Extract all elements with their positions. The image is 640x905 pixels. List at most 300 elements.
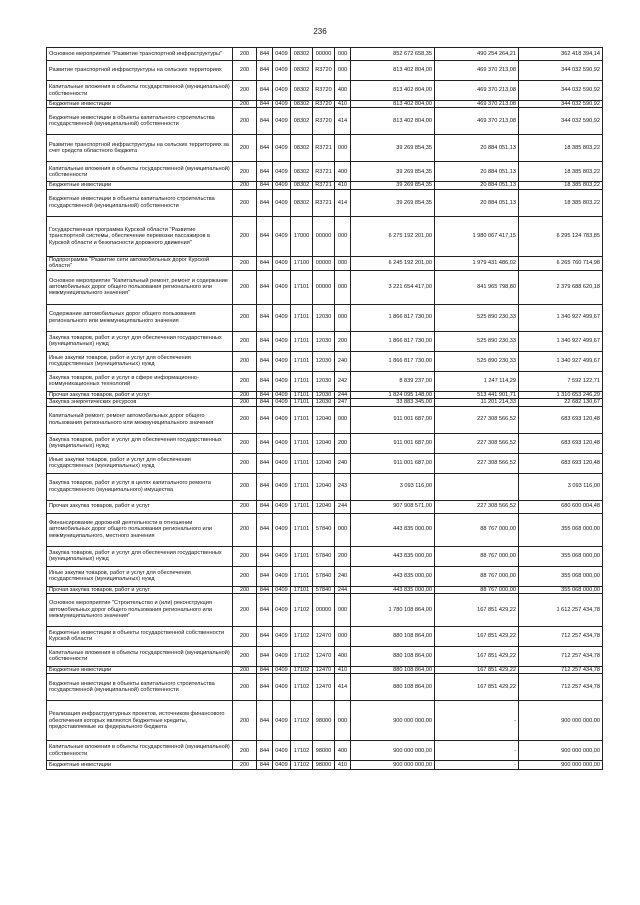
admin-code: 844 — [257, 500, 273, 513]
grbs-code: 200 — [233, 331, 257, 351]
target-article-direction: R3721 — [313, 182, 335, 189]
amount-remainder: 680 600 004,48 — [519, 500, 603, 513]
row-label: Бюджетные инвестиции в объекты капитального строительства государственной (муниципальной) собственности — [47, 108, 233, 135]
amount-remainder: 712 257 434,78 — [519, 646, 603, 666]
row-label: Прочая закупка товаров, работ и услуг — [47, 586, 233, 593]
table-row — [47, 61, 603, 81]
target-article-program: 17101 — [291, 500, 313, 513]
grbs-code: 200 — [233, 433, 257, 453]
target-article-direction: 98000 — [313, 761, 335, 770]
target-article-program: 17101 — [291, 433, 313, 453]
row-label: Подпрограмма "Развитие сети автомобильных дорог Курской области" — [47, 256, 233, 270]
amount-plan: 39 269 854,35 — [351, 162, 435, 182]
amount-plan: 1 866 817 730,00 — [351, 351, 435, 371]
amount-executed: - — [435, 741, 519, 761]
amount-plan: 33 883 345,00 — [351, 399, 435, 406]
target-article-program: 17102 — [291, 593, 313, 626]
grbs-code: 200 — [233, 646, 257, 666]
table-row — [47, 391, 603, 398]
expense-type-code: 244 — [335, 500, 351, 513]
amount-plan: 39 269 854,35 — [351, 135, 435, 162]
admin-code: 844 — [257, 406, 273, 433]
row-label: Бюджетные инвестиции — [47, 666, 233, 673]
expense-type-code: 240 — [335, 351, 351, 371]
target-article-program: 08302 — [291, 61, 313, 81]
admin-code: 844 — [257, 270, 273, 304]
row-label: Содержание автомобильных дорог общего пользования регионального или межмуниципального значения — [47, 304, 233, 331]
grbs-code: 200 — [233, 586, 257, 593]
amount-remainder: 1 310 653 246,29 — [519, 391, 603, 398]
row-label: Прочая закупка товаров, работ и услуг — [47, 500, 233, 513]
row-label: Капитальные вложения в объекты государственной (муниципальной) собственности — [47, 162, 233, 182]
table-row — [47, 270, 603, 304]
amount-executed: 525 890 230,33 — [435, 351, 519, 371]
amount-remainder: 6 265 760 714,98 — [519, 256, 603, 270]
grbs-code: 200 — [233, 546, 257, 566]
table-row — [47, 513, 603, 546]
target-article-direction: 12030 — [313, 399, 335, 406]
admin-code: 844 — [257, 593, 273, 626]
amount-executed: 227 308 566,52 — [435, 453, 519, 473]
amount-remainder: 2 379 688 620,18 — [519, 270, 603, 304]
target-article-direction: 57840 — [313, 513, 335, 546]
amount-executed: 88 767 000,00 — [435, 566, 519, 586]
expense-type-code: 400 — [335, 741, 351, 761]
section-code: 0409 — [273, 270, 291, 304]
row-label: Прочая закупка товаров, работ и услуг — [47, 391, 233, 398]
grbs-code: 200 — [233, 500, 257, 513]
target-article-program: 17101 — [291, 331, 313, 351]
amount-plan: 813 402 804,00 — [351, 101, 435, 108]
admin-code: 844 — [257, 256, 273, 270]
grbs-code: 200 — [233, 761, 257, 770]
amount-plan: 443 835 000,00 — [351, 513, 435, 546]
table-row — [47, 399, 603, 406]
section-code: 0409 — [273, 546, 291, 566]
target-article-program: 17102 — [291, 626, 313, 646]
target-article-direction: 12040 — [313, 453, 335, 473]
admin-code: 844 — [257, 761, 273, 770]
table-row — [47, 566, 603, 586]
amount-remainder: 18 385 803,22 — [519, 135, 603, 162]
expense-type-code: 410 — [335, 101, 351, 108]
admin-code: 844 — [257, 646, 273, 666]
section-code: 0409 — [273, 453, 291, 473]
table-row — [47, 646, 603, 666]
amount-executed: 88 767 000,00 — [435, 546, 519, 566]
amount-executed: - — [435, 701, 519, 741]
amount-plan: 39 269 854,35 — [351, 189, 435, 216]
amount-executed: 88 767 000,00 — [435, 513, 519, 546]
grbs-code: 200 — [233, 473, 257, 500]
section-code: 0409 — [273, 406, 291, 433]
row-label: Капитальные вложения в объекты государственной (муниципальной) собственности — [47, 81, 233, 101]
row-label: Закупка товаров, работ и услуг для обеспечения государственных (муниципальных) нужд — [47, 433, 233, 453]
expense-type-code: 400 — [335, 162, 351, 182]
amount-remainder: 900 000 000,00 — [519, 761, 603, 770]
expense-type-code: 000 — [335, 304, 351, 331]
target-article-program: 17101 — [291, 391, 313, 398]
expense-type-code: 000 — [335, 216, 351, 256]
target-article-program: 17101 — [291, 351, 313, 371]
admin-code: 844 — [257, 473, 273, 500]
row-label: Закупка товаров, работ и услуг для обеспечения государственных (муниципальных) нужд — [47, 331, 233, 351]
amount-remainder: 344 032 590,92 — [519, 81, 603, 101]
amount-plan: 911 001 687,00 — [351, 433, 435, 453]
section-code: 0409 — [273, 666, 291, 673]
section-code: 0409 — [273, 48, 291, 61]
page-number: 236 — [313, 27, 327, 36]
admin-code: 844 — [257, 61, 273, 81]
row-label: Закупка энергетических ресурсов — [47, 399, 233, 406]
grbs-code: 200 — [233, 270, 257, 304]
target-article-direction: 00000 — [313, 270, 335, 304]
admin-code: 844 — [257, 182, 273, 189]
row-label: Развитие транспортной инфраструктуры на сельских территориях — [47, 61, 233, 81]
amount-executed: 513 441 901,71 — [435, 391, 519, 398]
admin-code: 844 — [257, 546, 273, 566]
admin-code: 844 — [257, 391, 273, 398]
target-article-program: 17101 — [291, 473, 313, 500]
grbs-code: 200 — [233, 101, 257, 108]
amount-executed: 1 247 114,29 — [435, 371, 519, 391]
target-article-direction: 12470 — [313, 646, 335, 666]
section-code: 0409 — [273, 593, 291, 626]
table-row — [47, 162, 603, 182]
row-label: Бюджетные инвестиции в объекты капитального строительства государственной (муниципальной) собственности — [47, 674, 233, 701]
amount-remainder: 7 592 122,71 — [519, 371, 603, 391]
target-article-direction: 12040 — [313, 433, 335, 453]
section-code: 0409 — [273, 626, 291, 646]
amount-remainder: 900 000 000,00 — [519, 741, 603, 761]
target-article-direction: 57840 — [313, 546, 335, 566]
row-label: Развитие транспортной инфраструктуры на сельских территориях за счет средств областного бюджета — [47, 135, 233, 162]
expense-type-code: 200 — [335, 433, 351, 453]
target-article-program: 17102 — [291, 674, 313, 701]
expense-type-code: 000 — [335, 270, 351, 304]
target-article-direction: 12030 — [313, 304, 335, 331]
section-code: 0409 — [273, 189, 291, 216]
target-article-program: 17101 — [291, 399, 313, 406]
admin-code: 844 — [257, 433, 273, 453]
row-label: Капитальные вложения в объекты государственной (муниципальной) собственности — [47, 646, 233, 666]
amount-plan: 1 780 108 864,00 — [351, 593, 435, 626]
amount-remainder: 355 068 000,00 — [519, 586, 603, 593]
amount-plan: 880 108 864,00 — [351, 674, 435, 701]
table-row — [47, 473, 603, 500]
table-row — [47, 406, 603, 433]
expense-type-code: 000 — [335, 626, 351, 646]
table-row — [47, 500, 603, 513]
admin-code: 844 — [257, 513, 273, 546]
section-code: 0409 — [273, 566, 291, 586]
expense-type-code: 244 — [335, 586, 351, 593]
amount-plan: 39 269 854,35 — [351, 182, 435, 189]
target-article-direction: 00000 — [313, 593, 335, 626]
row-label: Иные закупки товаров, работ и услуг для обеспечения государственных (муниципальных) нужд — [47, 566, 233, 586]
amount-executed: 469 370 213,08 — [435, 81, 519, 101]
grbs-code: 200 — [233, 593, 257, 626]
section-code: 0409 — [273, 135, 291, 162]
target-article-direction: R3720 — [313, 61, 335, 81]
grbs-code: 200 — [233, 666, 257, 673]
target-article-direction: 12470 — [313, 626, 335, 646]
grbs-code: 200 — [233, 189, 257, 216]
admin-code: 844 — [257, 331, 273, 351]
target-article-program: 17101 — [291, 513, 313, 546]
grbs-code: 200 — [233, 566, 257, 586]
grbs-code: 200 — [233, 453, 257, 473]
target-article-direction: 98000 — [313, 741, 335, 761]
expense-type-code: 410 — [335, 182, 351, 189]
table-row — [47, 371, 603, 391]
expense-type-code: 247 — [335, 399, 351, 406]
target-article-program: 17102 — [291, 701, 313, 741]
section-code: 0409 — [273, 101, 291, 108]
section-code: 0409 — [273, 351, 291, 371]
expense-type-code: 414 — [335, 108, 351, 135]
expense-type-code: 240 — [335, 453, 351, 473]
amount-remainder: 18 385 803,22 — [519, 189, 603, 216]
expense-type-code: 410 — [335, 761, 351, 770]
admin-code: 844 — [257, 304, 273, 331]
admin-code: 844 — [257, 586, 273, 593]
target-article-direction: 12470 — [313, 666, 335, 673]
expense-type-code: 000 — [335, 513, 351, 546]
table-row — [47, 101, 603, 108]
expense-type-code: 000 — [335, 256, 351, 270]
amount-executed — [435, 473, 519, 500]
table-row — [47, 189, 603, 216]
grbs-code: 200 — [233, 741, 257, 761]
amount-plan: 1 824 095 148,00 — [351, 391, 435, 398]
amount-plan: 6 245 192 201,00 — [351, 256, 435, 270]
target-article-direction: R3721 — [313, 162, 335, 182]
table-row — [47, 304, 603, 331]
expense-type-code: 414 — [335, 674, 351, 701]
target-article-program: 17101 — [291, 453, 313, 473]
target-article-direction: R3720 — [313, 81, 335, 101]
admin-code: 844 — [257, 741, 273, 761]
grbs-code: 200 — [233, 256, 257, 270]
section-code: 0409 — [273, 646, 291, 666]
grbs-code: 200 — [233, 48, 257, 61]
table-row — [47, 182, 603, 189]
amount-plan: 911 001 687,00 — [351, 406, 435, 433]
admin-code: 844 — [257, 101, 273, 108]
amount-executed: 227 308 566,52 — [435, 500, 519, 513]
admin-code: 844 — [257, 566, 273, 586]
table-row — [47, 48, 603, 61]
row-label: Бюджетные инвестиции — [47, 182, 233, 189]
section-code: 0409 — [273, 513, 291, 546]
target-article-direction: 00000 — [313, 256, 335, 270]
section-code: 0409 — [273, 473, 291, 500]
amount-plan: 443 835 000,00 — [351, 566, 435, 586]
amount-executed: 227 308 566,52 — [435, 433, 519, 453]
table-row — [47, 433, 603, 453]
target-article-program: 08302 — [291, 48, 313, 61]
amount-remainder: 683 693 120,48 — [519, 433, 603, 453]
admin-code: 844 — [257, 371, 273, 391]
table-row — [47, 626, 603, 646]
amount-remainder: 18 385 803,22 — [519, 182, 603, 189]
expense-type-code: 242 — [335, 371, 351, 391]
amount-plan: 813 402 804,00 — [351, 108, 435, 135]
expense-type-code: 000 — [335, 48, 351, 61]
amount-executed: 227 308 566,52 — [435, 406, 519, 433]
amount-plan: 900 000 000,00 — [351, 761, 435, 770]
target-article-direction: 12030 — [313, 351, 335, 371]
amount-plan: 443 835 000,00 — [351, 586, 435, 593]
admin-code: 844 — [257, 135, 273, 162]
grbs-code: 200 — [233, 371, 257, 391]
expense-type-code: 000 — [335, 135, 351, 162]
table-row — [47, 701, 603, 741]
row-label: Бюджетные инвестиции — [47, 101, 233, 108]
grbs-code: 200 — [233, 351, 257, 371]
section-code: 0409 — [273, 701, 291, 741]
section-code: 0409 — [273, 741, 291, 761]
admin-code: 844 — [257, 48, 273, 61]
table-row — [47, 586, 603, 593]
target-article-program: 08302 — [291, 135, 313, 162]
expense-type-code: 000 — [335, 593, 351, 626]
amount-executed: 20 884 051,13 — [435, 182, 519, 189]
target-article-direction: R3720 — [313, 108, 335, 135]
amount-remainder: 1 340 927 499,67 — [519, 331, 603, 351]
admin-code: 844 — [257, 108, 273, 135]
table-row — [47, 81, 603, 101]
section-code: 0409 — [273, 331, 291, 351]
section-code: 0409 — [273, 162, 291, 182]
target-article-program: 17102 — [291, 741, 313, 761]
amount-executed: 525 890 230,33 — [435, 331, 519, 351]
section-code: 0409 — [273, 182, 291, 189]
amount-remainder: 362 418 394,14 — [519, 48, 603, 61]
admin-code: 844 — [257, 399, 273, 406]
amount-executed: 469 370 213,08 — [435, 61, 519, 81]
target-article-direction: 12470 — [313, 674, 335, 701]
table-row — [47, 108, 603, 135]
table-row — [47, 593, 603, 626]
section-code: 0409 — [273, 61, 291, 81]
amount-plan: 900 000 000,00 — [351, 701, 435, 741]
section-code: 0409 — [273, 500, 291, 513]
grbs-code: 200 — [233, 701, 257, 741]
grbs-code: 200 — [233, 182, 257, 189]
target-article-direction: R3720 — [313, 101, 335, 108]
amount-executed: 841 965 798,80 — [435, 270, 519, 304]
target-article-direction: 12030 — [313, 371, 335, 391]
expense-type-code: 400 — [335, 646, 351, 666]
amount-remainder: 355 068 000,00 — [519, 546, 603, 566]
section-code: 0409 — [273, 304, 291, 331]
target-article-program: 17101 — [291, 270, 313, 304]
row-label: Реализация инфраструктурных проектов, источником финансового обеспечения которых являются бюджетные кредиты, предоставляемые из федерального бюджета — [47, 701, 233, 741]
amount-executed: 167 851 429,22 — [435, 626, 519, 646]
target-article-program: 17101 — [291, 371, 313, 391]
section-code: 0409 — [273, 256, 291, 270]
amount-remainder: 1 340 927 499,67 — [519, 304, 603, 331]
amount-plan: 880 108 864,00 — [351, 646, 435, 666]
amount-executed: 469 370 213,08 — [435, 101, 519, 108]
amount-remainder: 18 385 803,22 — [519, 162, 603, 182]
row-label: Основное мероприятие "Капитальный ремонт, ремонт и содержание автомобильных дорог общего пользования регионального или межмуниципального значения" — [47, 270, 233, 304]
grbs-code: 200 — [233, 108, 257, 135]
row-label: Государственная программа Курской области "Развитие транспортной системы, обеспечение перевозки пассажиров в Курской области и безопасности дорожного движения" — [47, 216, 233, 256]
amount-plan: 900 000 000,00 — [351, 741, 435, 761]
target-article-direction: R3721 — [313, 135, 335, 162]
target-article-direction: 12030 — [313, 331, 335, 351]
target-article-direction: 12040 — [313, 500, 335, 513]
admin-code: 844 — [257, 189, 273, 216]
grbs-code: 200 — [233, 626, 257, 646]
grbs-code: 200 — [233, 61, 257, 81]
row-label: Основное мероприятие "Развитие транспортной инфраструктуры" — [47, 48, 233, 61]
section-code: 0409 — [273, 761, 291, 770]
amount-remainder: 355 068 000,00 — [519, 513, 603, 546]
table-row — [47, 331, 603, 351]
section-code: 0409 — [273, 81, 291, 101]
amount-plan: 3 221 654 417,00 — [351, 270, 435, 304]
amount-remainder: 344 032 590,92 — [519, 108, 603, 135]
row-label: Основное мероприятие "Строительство и (или) реконструкция автомобильных дорог общего пользования регионального или межмуниципального значения" — [47, 593, 233, 626]
amount-plan: 911 001 687,00 — [351, 453, 435, 473]
target-article-direction: 57840 — [313, 566, 335, 586]
amount-remainder: 900 000 000,00 — [519, 701, 603, 741]
target-article-program: 17102 — [291, 666, 313, 673]
table-row — [47, 741, 603, 761]
section-code: 0409 — [273, 108, 291, 135]
expense-type-code: 410 — [335, 666, 351, 673]
target-article-program: 17101 — [291, 546, 313, 566]
amount-executed: - — [435, 761, 519, 770]
target-article-direction: 12030 — [313, 391, 335, 398]
amount-plan: 1 866 817 730,00 — [351, 304, 435, 331]
row-label: Финансирование дорожной деятельности в отношении автомобильных дорог общего пользования регионального или межмуниципального, местного значения — [47, 513, 233, 546]
admin-code: 844 — [257, 666, 273, 673]
admin-code: 844 — [257, 674, 273, 701]
table-row — [47, 666, 603, 673]
expense-type-code: 200 — [335, 546, 351, 566]
section-code: 0409 — [273, 399, 291, 406]
amount-remainder: 683 693 120,48 — [519, 453, 603, 473]
table-row — [47, 351, 603, 371]
amount-plan: 813 402 804,00 — [351, 81, 435, 101]
amount-remainder: 344 032 590,92 — [519, 61, 603, 81]
amount-plan: 8 839 237,00 — [351, 371, 435, 391]
admin-code: 844 — [257, 626, 273, 646]
expense-type-code: 400 — [335, 81, 351, 101]
row-label: Закупка товаров, работ и услуг в целях капитального ремонта государственного (муниципального) имущества — [47, 473, 233, 500]
target-article-program: 17101 — [291, 304, 313, 331]
expense-type-code: 240 — [335, 566, 351, 586]
target-article-direction: 98000 — [313, 701, 335, 741]
grbs-code: 200 — [233, 406, 257, 433]
amount-executed: 490 254 264,21 — [435, 48, 519, 61]
target-article-direction: 12040 — [313, 473, 335, 500]
section-code: 0409 — [273, 371, 291, 391]
target-article-direction: 12040 — [313, 406, 335, 433]
amount-executed: 167 851 429,22 — [435, 646, 519, 666]
amount-executed: 20 884 051,13 — [435, 189, 519, 216]
table-row — [47, 453, 603, 473]
amount-executed: 1 980 067 417,15 — [435, 216, 519, 256]
target-article-program: 08302 — [291, 108, 313, 135]
row-label: Закупка товаров, работ и услуг для обеспечения государственных (муниципальных) нужд — [47, 546, 233, 566]
amount-plan: 443 835 000,00 — [351, 546, 435, 566]
